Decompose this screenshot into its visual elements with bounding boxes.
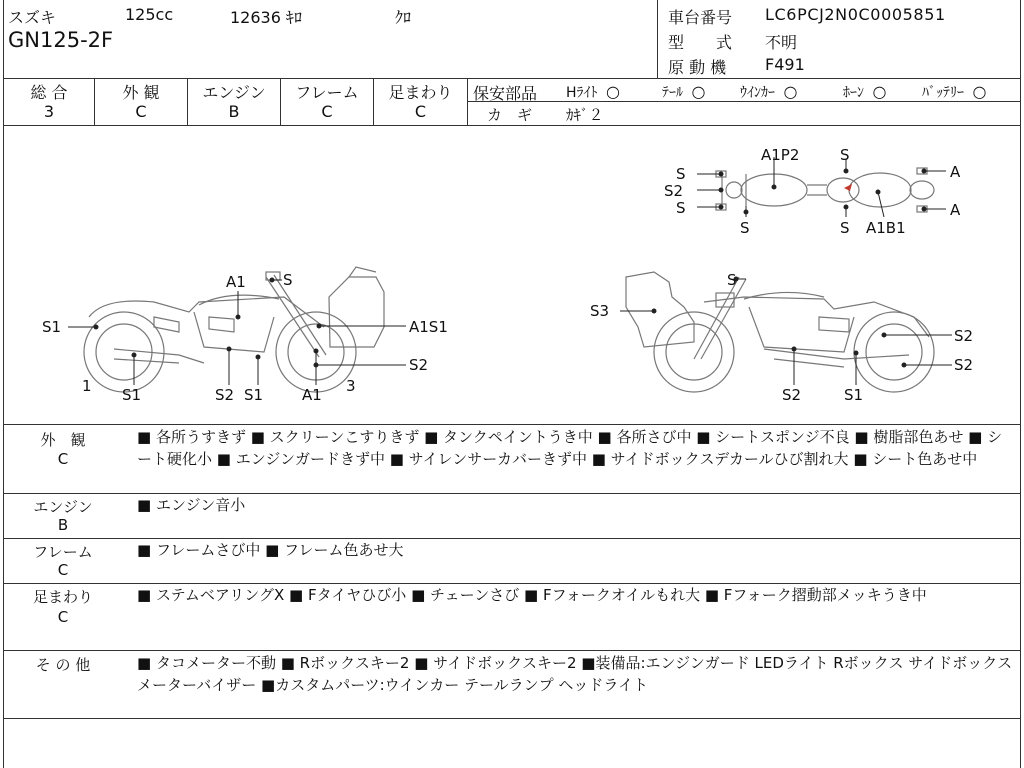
safety-item-tail (662, 82, 705, 102)
section-grade: B (57, 516, 69, 534)
top-label-a1b1: A1B1 (866, 219, 906, 237)
section-engine (4, 494, 1020, 538)
section-label: エンジン (33, 498, 93, 516)
damage-diagram (4, 127, 1020, 423)
left-label-a1-bottom: A1 (302, 386, 322, 404)
right-label-s2-bottom: S2 (782, 386, 802, 404)
overall-grade-value: 3 (43, 102, 55, 121)
safety-item-mark: ○ (783, 82, 798, 101)
left-label-3: 3 (346, 377, 356, 395)
section-grade: C (57, 608, 69, 626)
section-text: ■ エンジン音小 (137, 496, 246, 514)
top-label-a-2: A (950, 201, 961, 219)
grade-col-divider-5 (467, 78, 468, 125)
safety-parts-label: 保安部品 (473, 84, 538, 103)
left-label-s1: S1 (42, 318, 62, 336)
section-grade: C (57, 561, 69, 579)
safety-item-mark: ○ (691, 82, 706, 101)
section-suspension (4, 584, 1020, 650)
safety-item-name: ﾃｰﾙ (662, 85, 683, 101)
engine-grade-value: B (228, 102, 240, 121)
section-exterior (4, 425, 1020, 493)
right-label-s3: S3 (590, 302, 610, 320)
left-label-s1-bottom: S1 (122, 386, 142, 404)
top-label-s-1: S (676, 165, 686, 183)
section-frame (4, 539, 1020, 583)
exterior-grade-label: 外 観 (122, 83, 160, 102)
mileage: 12636 ｷﾛ (230, 8, 302, 27)
header-divider (3, 78, 1021, 79)
damage-mark-icon (844, 184, 852, 191)
frame-grade-value: C (321, 102, 333, 121)
exterior-grade-value: C (135, 102, 147, 121)
suspension-grade-label: 足まわり (388, 83, 453, 102)
left-label-a1: A1 (226, 273, 246, 291)
top-label-s-5: S (840, 219, 850, 237)
right-label-s2-2: S2 (954, 356, 974, 374)
right-side-motorcycle-icon (626, 272, 934, 392)
left-label-s2: S2 (409, 356, 429, 374)
section-text: ■ タコメーター不動 ■ Rボックスキー2 ■ サイドボックスキー2 ■装備品:エンジンガード LEDライト Rボックス サイドボックス メーターバイザー ■カスタムパーツ:ウインカー テールランプ ヘッドライト (137, 654, 1013, 694)
safety-item-battery (922, 82, 986, 102)
type-value: 不明 (765, 33, 798, 52)
section-text: ■ 各所うすきず ■ スクリーンこすりきず ■ タンクペイントうき中 ■ 各所さび中 ■ シートスポンジ不良 ■ 樹脂部色あせ ■ シート硬化小 ■ エンジンガードきず中 ■ サイレンサーカバーきず中 ■ サイドボックスデカールひび割れ大 ■ シート色あせ中 (137, 428, 1003, 468)
section-label: 足まわり (32, 588, 93, 606)
left-label-s2-bottom: S2 (215, 386, 235, 404)
frame-grade-label: フレーム (295, 83, 359, 102)
top-label-s-4: S (740, 219, 750, 237)
safety-item-name: ﾎｰﾝ (843, 85, 864, 101)
displacement: 125cc (125, 5, 174, 24)
top-view-motorcycle-icon (716, 168, 934, 212)
safety-item-horn (843, 82, 886, 102)
section-label: そ の 他 (35, 656, 91, 674)
maker-name: スズキ (8, 8, 57, 27)
type-label: 型 式 (668, 33, 733, 52)
safety-item-mark: ○ (605, 82, 620, 101)
top-label-a-1: A (950, 163, 961, 181)
grades-bottom-divider (3, 125, 1021, 126)
header-vertical-divider (657, 0, 658, 78)
engine-model-label: 原 動 機 (668, 58, 727, 77)
right-label-s: S (727, 271, 737, 289)
top-label-s-3: S (840, 146, 850, 164)
safety-item-name: ﾊﾞｯﾃﾘｰ (922, 85, 964, 101)
section-grade: C (57, 450, 69, 468)
engine-grade-label: エンジン (202, 83, 266, 102)
safety-item-name: Hﾗｲﾄ (566, 85, 598, 101)
section-divider-5 (3, 718, 1021, 719)
safety-item-mark: ○ (972, 82, 987, 101)
top-label-s2: S2 (664, 182, 684, 200)
color: ｸﾛ (395, 8, 412, 27)
frame-number: LC6PCJ2N0C0005851 (765, 5, 946, 24)
safety-item-mark: ○ (872, 82, 887, 101)
section-label: 外 観 (40, 431, 86, 449)
engine-model-value: F491 (765, 55, 805, 74)
safety-item-name: ｳｲﾝｶｰ (740, 85, 775, 101)
safety-item-headlight (566, 82, 620, 102)
key-value: ｶｷﾞ２ (566, 106, 604, 124)
overall-grade-label: 総 合 (30, 83, 68, 102)
left-label-s: S (283, 271, 293, 289)
section-other (4, 651, 1020, 718)
model-name: GN125-2F (8, 28, 114, 52)
section-text: ■ フレームさび中 ■ フレーム色あせ大 (137, 541, 404, 559)
top-label-a1p2: A1P2 (761, 146, 800, 164)
safety-item-winker (740, 82, 797, 102)
right-label-s1-bottom: S1 (844, 386, 864, 404)
right-label-s2-1: S2 (954, 327, 974, 345)
top-label-s-2: S (676, 199, 686, 217)
suspension-grade-value: C (414, 102, 427, 121)
section-text: ■ ステムベアリングX ■ Fタイヤひび小 ■ チェーンさび ■ Fフォークオイルもれ大 ■ Fフォーク摺動部メッキうき中 (137, 586, 927, 604)
left-label-a1s1: A1S1 (409, 318, 448, 336)
frame-number-label: 車台番号 (668, 8, 733, 27)
frame-right-border (1020, 0, 1021, 768)
key-label: カ ギ (487, 106, 533, 124)
left-label-1: 1 (82, 377, 92, 395)
left-label-s1-bottom-2: S1 (244, 386, 264, 404)
section-label: フレーム (33, 543, 93, 561)
